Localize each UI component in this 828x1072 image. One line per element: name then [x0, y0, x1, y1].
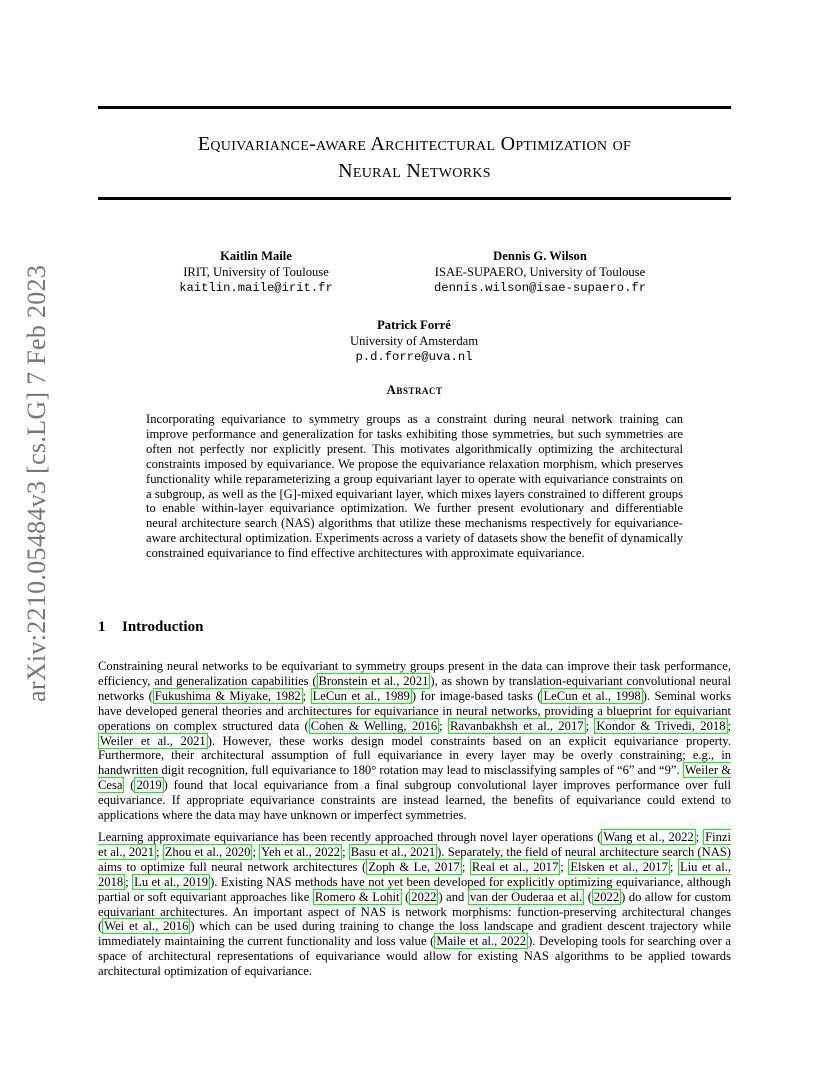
- citation-link[interactable]: Romero & Lohit: [314, 889, 400, 904]
- citation-link[interactable]: 2019: [136, 778, 162, 793]
- author-email[interactable]: dennis.wilson@isae-supaero.fr: [433, 281, 647, 295]
- citation-link[interactable]: Real et al., 2017: [471, 859, 559, 874]
- author-affiliation: ISAE-SUPAERO, University of Toulouse: [434, 265, 646, 279]
- citation-link[interactable]: Yeh et al., 2022: [261, 844, 341, 859]
- author-affiliation: IRIT, University of Toulouse: [183, 265, 329, 279]
- citation-link[interactable]: van der Ouderaa et al.: [469, 889, 583, 904]
- citation-link[interactable]: Finzi et al., 2021: [98, 830, 731, 859]
- abstract-heading: Abstract: [386, 382, 443, 397]
- author-email[interactable]: kaitlin.maile@irit.fr: [179, 281, 333, 295]
- citation-link[interactable]: Weiler & Cesa: [98, 763, 731, 793]
- section-heading: [98, 619, 203, 636]
- author-name: Patrick Forré: [377, 318, 451, 332]
- citation-link[interactable]: Kondor & Trivedi, 2018: [596, 718, 726, 733]
- author-email[interactable]: p.d.forre@uva.nl: [355, 350, 473, 364]
- citation-link[interactable]: Zhou et al., 2020: [164, 844, 251, 859]
- citation-link[interactable]: LeCun et al., 1998: [543, 688, 641, 703]
- section-number: 1: [98, 619, 106, 635]
- bottom-rule: [98, 197, 731, 200]
- citation-link[interactable]: Bronstein et al., 2021: [318, 673, 429, 688]
- arxiv-identifier: arXiv:2210.05484v3 [cs.LG] 7 Feb 2023: [22, 264, 51, 702]
- author-name: Dennis G. Wilson: [493, 249, 587, 263]
- citation-link[interactable]: Lu et al., 2019: [134, 874, 209, 889]
- citation-link[interactable]: 2022: [593, 889, 620, 904]
- intro-paragraph-2: Learning approximate equivariance has been recently approached through novel layer operations ( Wang et al., 2022 ; Finzi et al., 2021 ; Zhou et al., 2020 ; Yeh et al., 2022 ; Basu et al., 2021 ). Separately, the field of neural architecture search (NAS) aims to optimize full neural network architectures ( Zoph & Le, 2017 ; Real et al., 2017 ; Elsken et al., 2017 ; Liu et al., 2018 ; Lu et al., 2019 ). Existing NAS methods have not yet been developed for explicitly optimizing equivariance, although partial or soft equivariant approaches like Romero & Lohit ( 2022 ) and van der Ouderaa et al. ( 2022 ) do allow for custom equivariant architectures. An important aspect of NAS is network morphisms: function-preserving architectural changes ( Wei et al., 2016 ) which can be used during training to change the loss landscape and gradient descent trajectory while immediately maintaining the current functionality and loss value ( Maile et al., 2022 ). Developing tools for searching over a space of architectural representations of equivariance would allow for existing NAS algorithms to be applied towards architectural optimization of equivariance.: [98, 830, 732, 979]
- citation-link[interactable]: Ravanbakhsh et al., 2017: [449, 718, 584, 733]
- citation-link[interactable]: Zoph & Le, 2017: [368, 859, 460, 874]
- abstract-text: Incorporating equivariance to symmetry groups as a constraint during neural network training can improve performance and generalization for tasks exhibiting those symmetries, but such symmetries are often not perfectly nor explicitly present. This motivates algorithmically optimizing the architectural constraints imposed by equivariance. We propose the equivariance relaxation morphism, which preserves functionality while reparameterizing a group equivariant layer to operate with equivariance constraints on a subgroup, as well as the [G]-mixed equivariant layer, which mixes layers constrained to different groups to enable within-layer equivariance optimization. We further present evolutionary and differentiable neural architecture search (NAS) algorithms that utilize these mechanisms respectively for equivariance-aware architectural optimization. Experiments across a variety of datasets show the benefit of dynamically constrained equivariance to find effective architectures with approximate equivariance.: [146, 412, 683, 561]
- paper-title: [98, 131, 731, 185]
- citation-link[interactable]: Weiler et al., 2021: [100, 733, 206, 748]
- top-rule: [98, 106, 731, 109]
- intro-paragraph-1: Constraining neural networks to be equivariant to symmetry groups present in the data can improve their task performance, efficiency, and generalization capabilities ( Bronstein et al., 2021 ), as shown by translation-equivariant convolutional neural networks ( Fukushima & Miyake, 1982 ; LeCun et al., 1989 ) for image-based tasks ( LeCun et al., 1998 ). Seminal works have developed general theories and architectures for equivariance in neural networks, providing a blueprint for equivariant operations on complex structured data ( Cohen & Welling, 2016 ; Ravanbakhsh et al., 2017 ; Kondor & Trivedi, 2018 ; Weiler et al., 2021 ). However, these works design model constraints based on an explicit equivariance property. Furthermore, their architectural assumption of full equivariance in every layer may be overly constraining; e.g., in handwritten digit recognition, full equivariance to 180° rotation may lead to misclassifying samples of “6” and “9”. Weiler & Cesa ( 2019 ) found that local equivariance from a final subgroup convolutional layer improves performance over full equivariance. If appropriate equivariance constraints are instead learned, the benefits of equivariance could extend to applications where the data may have unknown or imperfect symmetries.: [98, 659, 731, 823]
- author-name: Kaitlin Maile: [220, 249, 292, 263]
- author-block-2: [414, 248, 666, 296]
- citation-link[interactable]: Basu et al., 2021: [350, 844, 436, 859]
- citation-link[interactable]: Liu et al., 2018: [98, 859, 731, 889]
- citation-link[interactable]: Fukushima & Miyake, 1982: [154, 688, 301, 703]
- citation-link[interactable]: Maile et al., 2022: [436, 934, 527, 949]
- title-line-1: Equivariance-aware Architectural Optimization of: [197, 133, 632, 155]
- citation-link[interactable]: LeCun et al., 1989: [312, 688, 410, 703]
- author-block-1: [150, 248, 362, 296]
- citation-link[interactable]: Wang et al., 2022: [603, 830, 694, 844]
- citation-link[interactable]: Elsken et al., 2017: [570, 859, 668, 874]
- author-block-3: [300, 317, 528, 365]
- title-line-2: Neural Networks: [338, 160, 491, 182]
- citation-link[interactable]: Wei et al., 2016: [104, 919, 189, 934]
- author-affiliation: University of Amsterdam: [349, 334, 478, 348]
- section-title: Introduction: [122, 619, 204, 635]
- citation-link[interactable]: Cohen & Welling, 2016: [310, 718, 438, 733]
- citation-link[interactable]: 2022: [411, 889, 437, 904]
